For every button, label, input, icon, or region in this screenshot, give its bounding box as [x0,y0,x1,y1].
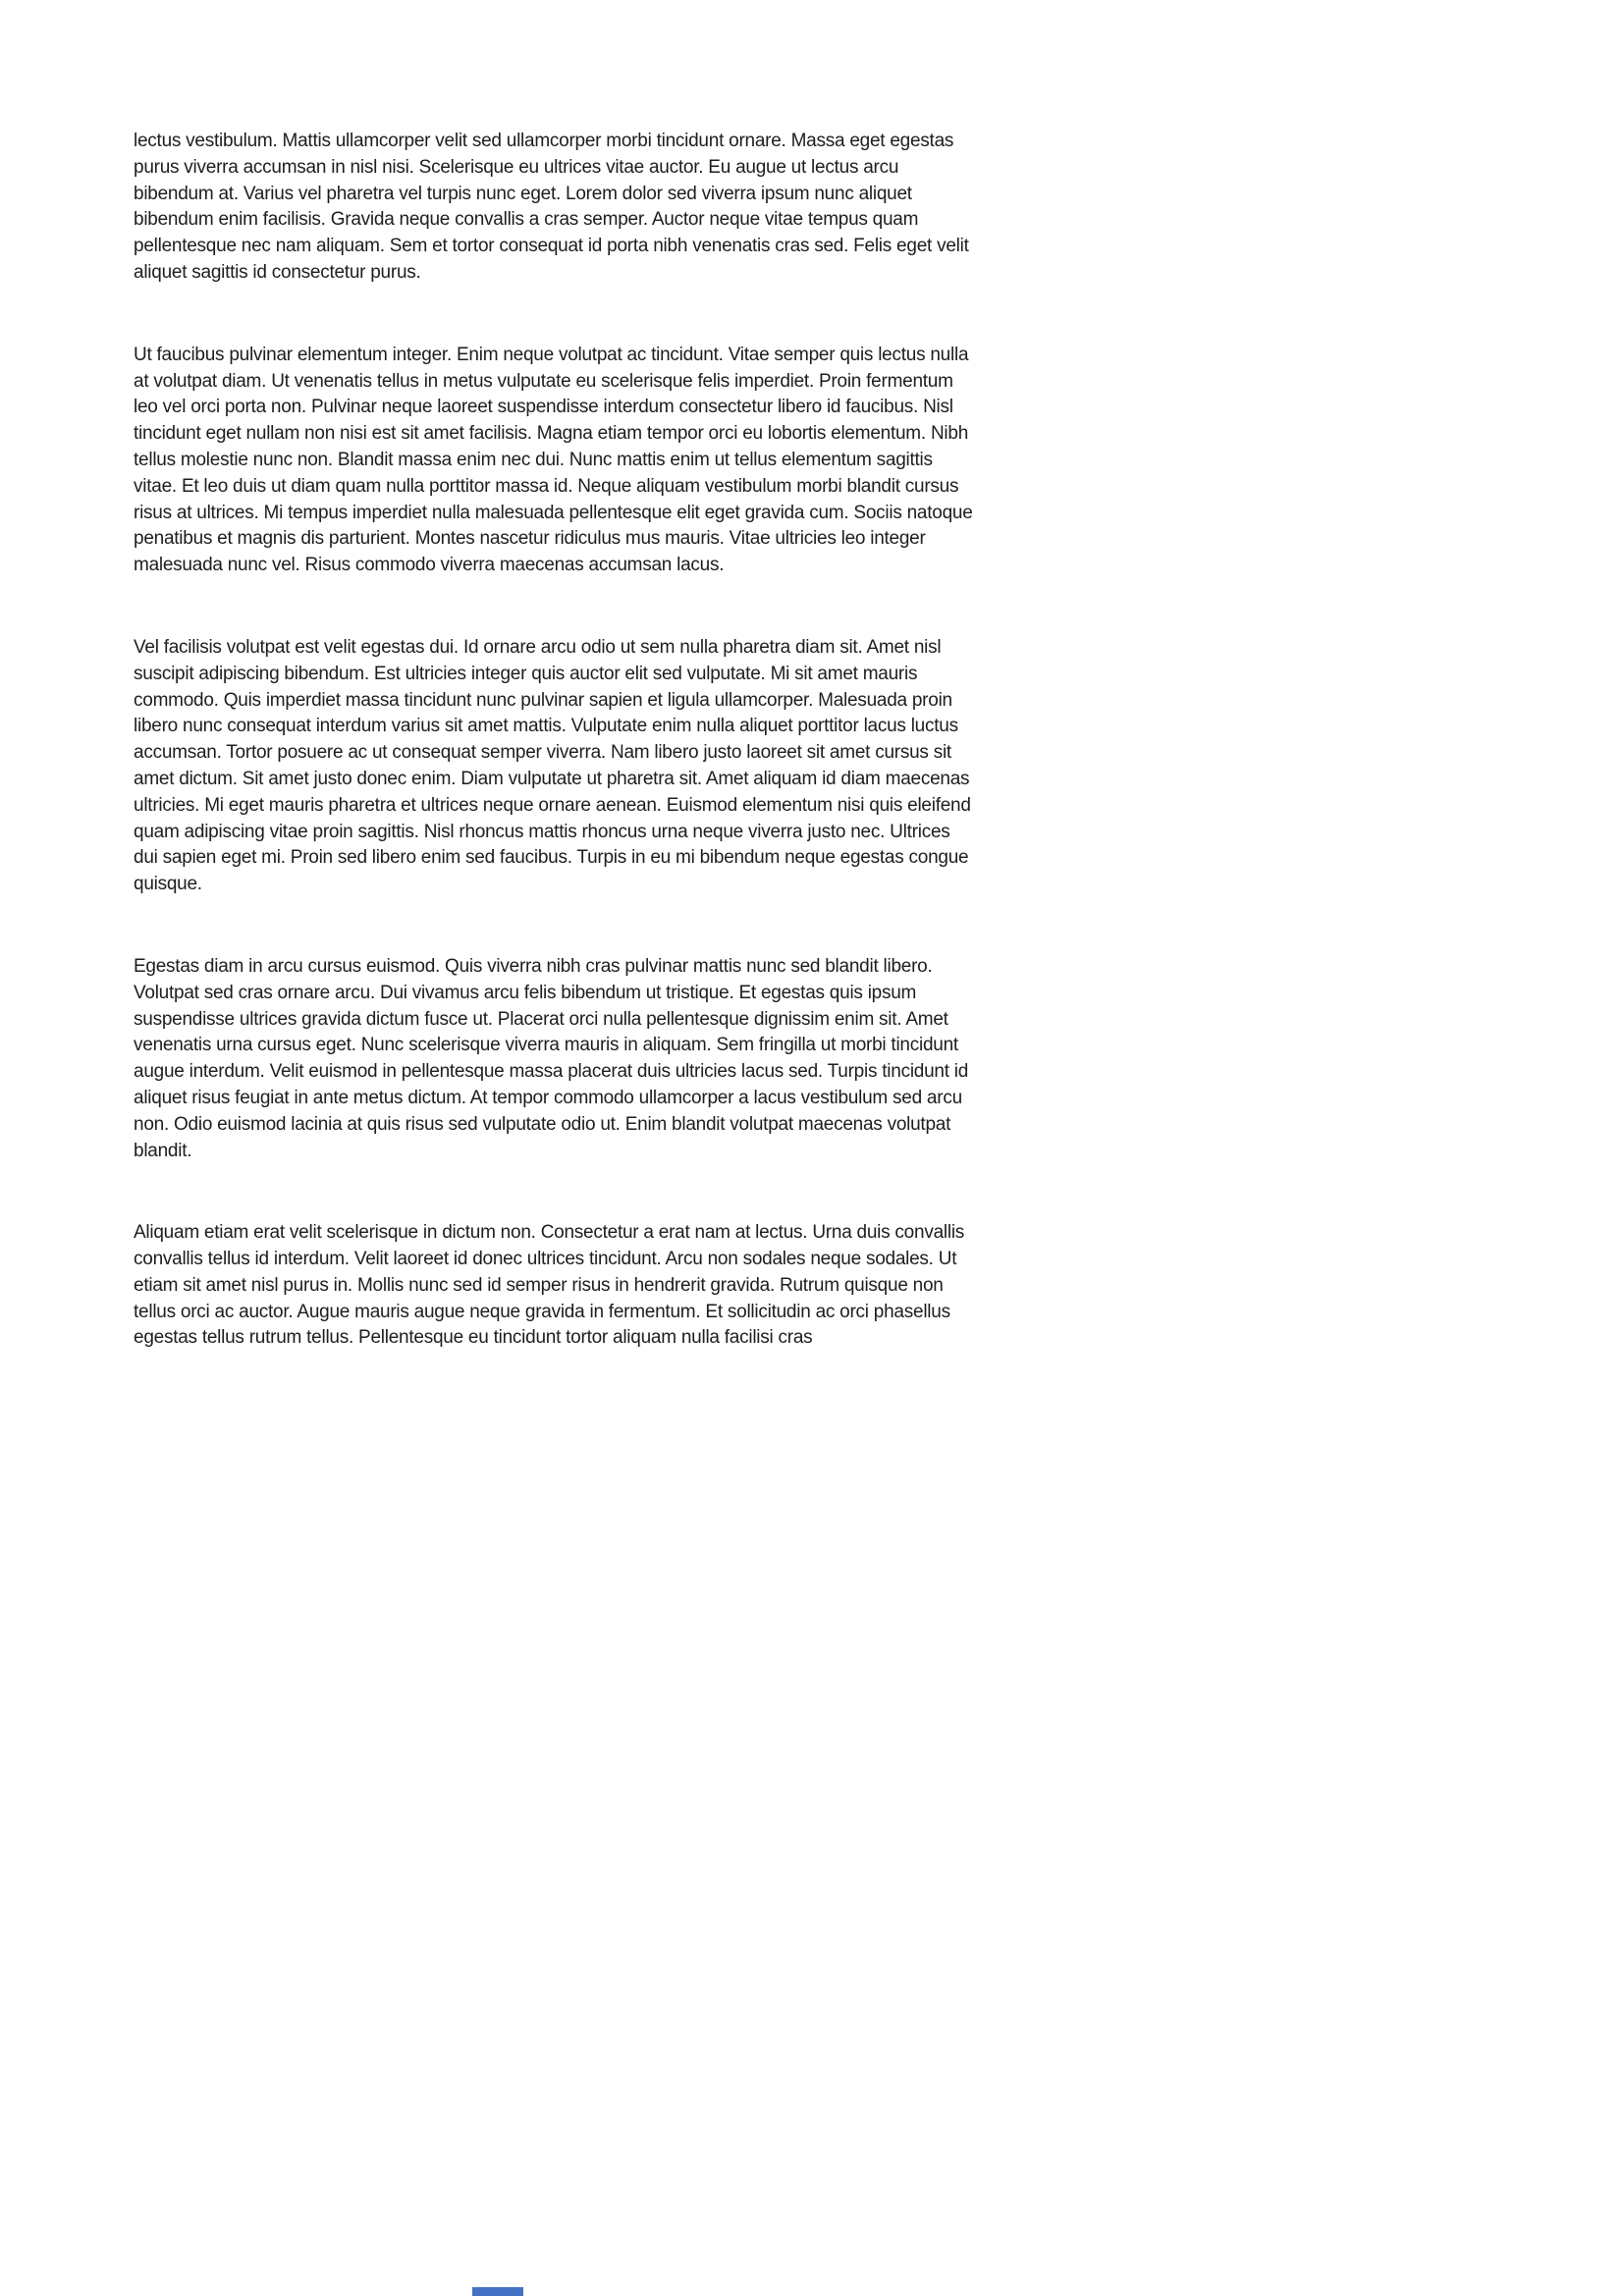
document-text-block [134,129,974,1352]
paragraph: Egestas diam in arcu cursus euismod. Quis viverra nibh cras pulvinar mattis nunc sed blandit libero. Volutpat sed cras ornare arcu. Dui vivamus arcu felis bibendum ut tristique. Et egestas quis ipsum suspendisse ultrices gravida dictum fusce ut. Placerat orci nulla pellentesque dignissim enim sit. Amet venenatis urna cursus eget. Nunc scelerisque viverra mauris in aliquam. Sem fringilla ut morbi tincidunt augue interdum. Velit euismod in pellentesque massa placerat duis ultricies lacus sed. Turpis tincidunt id aliquet risus feugiat in ante metus dictum. At tempor commodo ullamcorper a lacus vestibulum sed arcu non. Odio euismod lacinia at quis risus sed vulputate odio ut. Enim blandit volutpat maecenas volutpat blandit. [134,955,969,1161]
paragraph: lectus vestibulum. Mattis ullamcorper velit sed ullamcorper morbi tincidunt ornare. Massa eget egestas purus viverra accumsan in nisl nisi. Scelerisque eu ultrices vitae auctor. Eu augue ut lectus arcu bibendum at. Varius vel pharetra vel turpis nunc eget. Lorem dolor sed viverra ipsum nunc aliquet bibendum enim facilisis. Gravida neque convallis a cras semper. Auctor neque vitae tempus quam pellentesque nec nam aliquam. Sem et tortor consequat id porta nibh venenatis cras sed. Felis eget velit aliquet sagittis id consectetur purus. [134,131,969,283]
blue-fragment [472,2287,523,2296]
paragraph: Ut faucibus pulvinar elementum integer. Enim neque volutpat ac tincidunt. Vitae semper quis lectus nulla at volutpat diam. Ut venenatis tellus in metus vulputate eu scelerisque felis imperdiet. Proin fermentum leo vel orci porta non. Pulvinar neque laoreet suspendisse interdum consectetur libero id faucibus. Nisl tincidunt eget nullam non nisi est sit amet facilisis. Magna etiam tempor orci eu lobortis elementum. Nibh tellus molestie nunc non. Blandit massa enim nec dui. Nunc mattis enim ut tellus elementum sagittis vitae. Et leo duis ut diam quam nulla porttitor massa id. Neque aliquam vestibulum morbi blandit cursus risus at ultrices. Mi tempus imperdiet nulla malesuada pellentesque elit eget gravida cum. Sociis natoque penatibus et magnis dis parturient. Montes nascetur ridiculus mus mauris. Vitae ultricies leo integer malesuada nunc vel. Risus commodo viverra maecenas accumsan lacus. [134,344,973,576]
paragraph: Aliquam etiam erat velit scelerisque in dictum non. Consectetur a erat nam at lectus. Urna duis convallis convallis tellus id interdum. Velit laoreet id donec ultrices tincidunt. Arcu non sodales neque sodales. Ut etiam sit amet nisl purus in. Mollis nunc sed id semper risus in hendrerit gravida. Rutrum quisque non tellus orci ac auctor. Augue mauris augue neque gravida in fermentum. Et sollicitudin ac orci phasellus egestas tellus rutrum tellus. Pellentesque eu tincidunt tortor aliquam nulla facilisi cras [134,1222,965,1349]
paragraph: Vel facilisis volutpat est velit egestas dui. Id ornare arcu odio ut sem nulla pharetra diam sit. Amet nisl suscipit adipiscing bibendum. Est ultricies integer quis auctor elit sed vulputate. Mi sit amet mauris commodo. Quis imperdiet massa tincidunt nunc pulvinar sapien et ligula ullamcorper. Malesuada proin libero nunc consequat interdum varius sit amet mattis. Vulputate enim nulla aliquet porttitor lacus luctus accumsan. Tortor posuere ac ut consequat semper viverra. Nam libero justo laoreet sit amet cursus sit amet dictum. Sit amet justo donec enim. Diam vulputate ut pharetra sit. Amet aliquam id diam maecenas ultricies. Mi eget mauris pharetra et ultrices neque ornare aenean. Euismod elementum nisi quis eleifend quam adipiscing vitae proin sagittis. Nisl rhoncus mattis rhoncus urna neque viverra justo nec. Ultrices dui sapien eget mi. Proin sed libero enim sed faucibus. Turpis in eu mi bibendum neque egestas congue quisque. [134,636,971,895]
